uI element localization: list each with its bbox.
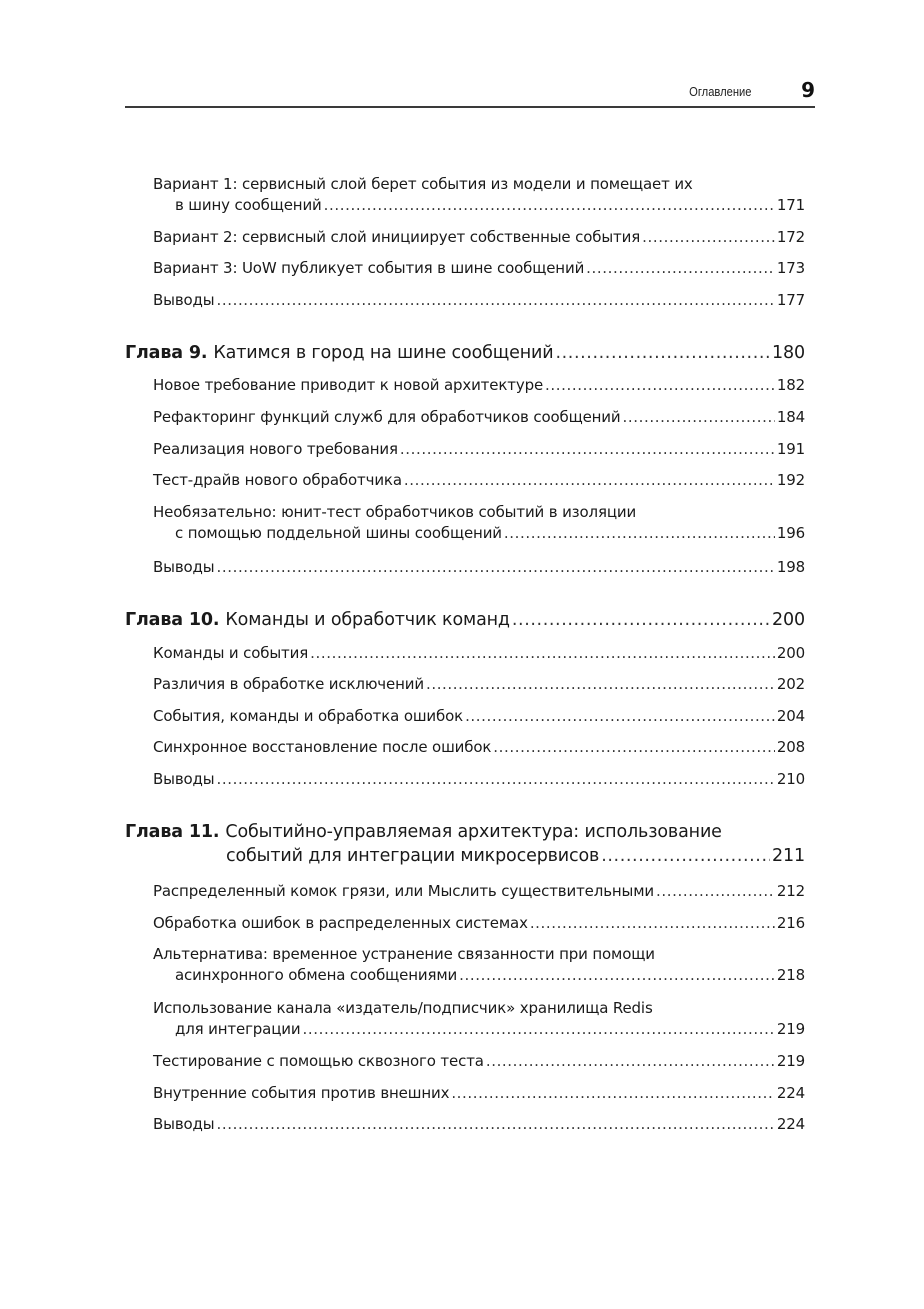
toc-entry-title: Тестирование с помощью сквозного теста	[153, 1052, 484, 1070]
toc-entry[interactable]	[153, 1083, 805, 1104]
dot-leader	[216, 290, 774, 311]
dot-leader	[451, 1083, 775, 1104]
toc-entry[interactable]	[153, 227, 805, 248]
toc-entry[interactable]	[153, 407, 805, 428]
toc-entry[interactable]	[153, 944, 805, 986]
toc-entry-title-cont: для интеграции	[175, 1020, 301, 1038]
toc-entry-title: Реализация нового требования	[153, 440, 398, 458]
dot-leader	[601, 844, 770, 868]
toc-entry[interactable]	[153, 706, 805, 727]
chapter-title: Команды и обработчик команд	[225, 610, 510, 630]
toc-entry-title: Рефакторинг функций служб для обработчиков сообщений	[153, 408, 621, 426]
toc-entry-title: Команды и события	[153, 644, 309, 662]
toc-page-number: 219	[776, 1052, 805, 1070]
toc-page-number: 198	[776, 558, 805, 576]
toc-page-number: 171	[776, 196, 805, 214]
dot-leader	[310, 643, 775, 664]
toc-entry-title: Выводы	[153, 770, 215, 788]
toc-entry[interactable]	[153, 1114, 805, 1135]
dot-leader	[623, 407, 775, 428]
toc-entry-title-cont: с помощью поддельной шины сообщений	[175, 524, 502, 542]
chapter-title: Событийно-управляемая архитектура: использование	[225, 822, 722, 842]
toc-entry[interactable]	[153, 439, 805, 460]
toc-entry-title: События, команды и обработка ошибок	[153, 707, 464, 725]
dot-leader	[642, 227, 775, 248]
toc-chapter[interactable]	[125, 608, 805, 632]
chapter-label: Глава 9.	[125, 343, 208, 363]
toc-entry[interactable]	[153, 998, 805, 1040]
toc-entry-title: Различия в обработке исключений	[153, 675, 424, 693]
dot-leader	[465, 706, 775, 727]
toc-entry-title: Использование канала «издатель/подписчик» хранилища Redis	[153, 999, 653, 1017]
toc-entry-title: Вариант 3: UoW публикует события в шине сообщений	[153, 259, 585, 277]
toc-entry-title: Выводы	[153, 1115, 215, 1133]
toc-page-number: 224	[776, 1115, 805, 1133]
page-number: 9	[801, 78, 815, 102]
toc-page-number: 210	[776, 770, 805, 788]
toc-entry-title: Синхронное восстановление после ошибок	[153, 738, 492, 756]
toc-page-number: 173	[776, 259, 805, 277]
toc-entry-title: Вариант 1: сервисный слой берет события из модели и помещает их	[153, 175, 693, 193]
dot-leader	[530, 913, 775, 934]
toc-entry-title: Выводы	[153, 291, 215, 309]
chapter-title-cont: событий для интеграции микросервисов	[226, 846, 600, 866]
running-title: Оглавление	[688, 84, 751, 99]
toc-entry[interactable]	[153, 375, 805, 396]
dot-leader	[459, 965, 775, 986]
toc-entry-title: Новое требование приводит к новой архитектуре	[153, 376, 544, 394]
dot-leader	[404, 470, 775, 491]
toc-page-number: 216	[776, 914, 805, 932]
toc-page-number: 204	[776, 707, 805, 725]
toc-entry[interactable]	[153, 881, 805, 902]
toc-entry[interactable]	[153, 502, 805, 544]
dot-leader	[586, 258, 775, 279]
chapter-title: Катимся в город на шине сообщений	[213, 343, 554, 363]
dot-leader	[486, 1051, 775, 1072]
toc-entry[interactable]	[153, 1051, 805, 1072]
toc-page-number: 202	[776, 675, 805, 693]
toc-entry[interactable]	[153, 557, 805, 578]
toc-page-number: 182	[776, 376, 805, 394]
dot-leader	[216, 769, 774, 790]
toc-entry[interactable]	[153, 737, 805, 758]
toc-entry[interactable]	[153, 769, 805, 790]
toc-entry-title: Обработка ошибок в распределенных системах	[153, 914, 528, 932]
toc-entry-title-cont: асинхронного обмена сообщениями	[175, 966, 458, 984]
dot-leader	[302, 1019, 774, 1040]
dot-leader	[216, 1114, 774, 1135]
dot-leader	[504, 523, 775, 544]
toc-page-number: 184	[776, 408, 805, 426]
toc-entry[interactable]	[153, 174, 805, 216]
toc-page-number: 180	[772, 343, 805, 363]
toc-page-number: 200	[776, 644, 805, 662]
dot-leader	[545, 375, 775, 396]
toc-page-number: 192	[776, 471, 805, 489]
dot-leader	[216, 557, 774, 578]
toc-entry-title: Вариант 2: сервисный слой инициирует собственные события	[153, 228, 641, 246]
toc-entry[interactable]	[153, 643, 805, 664]
toc-page-number: 224	[776, 1084, 805, 1102]
dot-leader	[493, 737, 775, 758]
dot-leader	[400, 439, 775, 460]
toc-entry[interactable]	[153, 258, 805, 279]
running-header	[125, 78, 815, 108]
toc-chapter[interactable]	[125, 341, 805, 365]
toc-entry-title: Необязательно: юнит-тест обработчиков событий в изоляции	[153, 503, 637, 521]
toc-page-number: 219	[776, 1020, 805, 1038]
toc-page-number: 212	[776, 882, 805, 900]
chapter-label: Глава 10.	[125, 610, 220, 630]
toc-entry-title: Альтернатива: временное устранение связанности при помощи	[153, 945, 655, 963]
chapter-label: Глава 11.	[125, 822, 220, 842]
dot-leader	[555, 341, 770, 365]
toc-entry-title: Внутренние события против внешних	[153, 1084, 450, 1102]
toc-entry-title: Выводы	[153, 558, 215, 576]
dot-leader	[324, 195, 775, 216]
toc-entry[interactable]	[153, 913, 805, 934]
toc-page-number: 172	[776, 228, 805, 246]
dot-leader	[426, 674, 775, 695]
toc-page-number: 211	[772, 846, 805, 866]
toc-page-number: 177	[776, 291, 805, 309]
toc-page-number: 208	[776, 738, 805, 756]
toc-chapter[interactable]	[125, 820, 805, 868]
toc-page-number: 196	[776, 524, 805, 542]
toc-page-number: 191	[776, 440, 805, 458]
toc-entry[interactable]	[153, 674, 805, 695]
dot-leader	[512, 608, 770, 632]
toc-entry[interactable]	[153, 470, 805, 491]
toc-entry[interactable]	[153, 290, 805, 311]
toc-page-number: 200	[772, 610, 805, 630]
toc-page-number: 218	[776, 966, 805, 984]
toc-entry-title-cont: в шину сообщений	[175, 196, 322, 214]
dot-leader	[656, 881, 775, 902]
toc-entry-title: Распределенный комок грязи, или Мыслить существительными	[153, 882, 655, 900]
toc-entry-title: Тест-драйв нового обработчика	[153, 471, 402, 489]
